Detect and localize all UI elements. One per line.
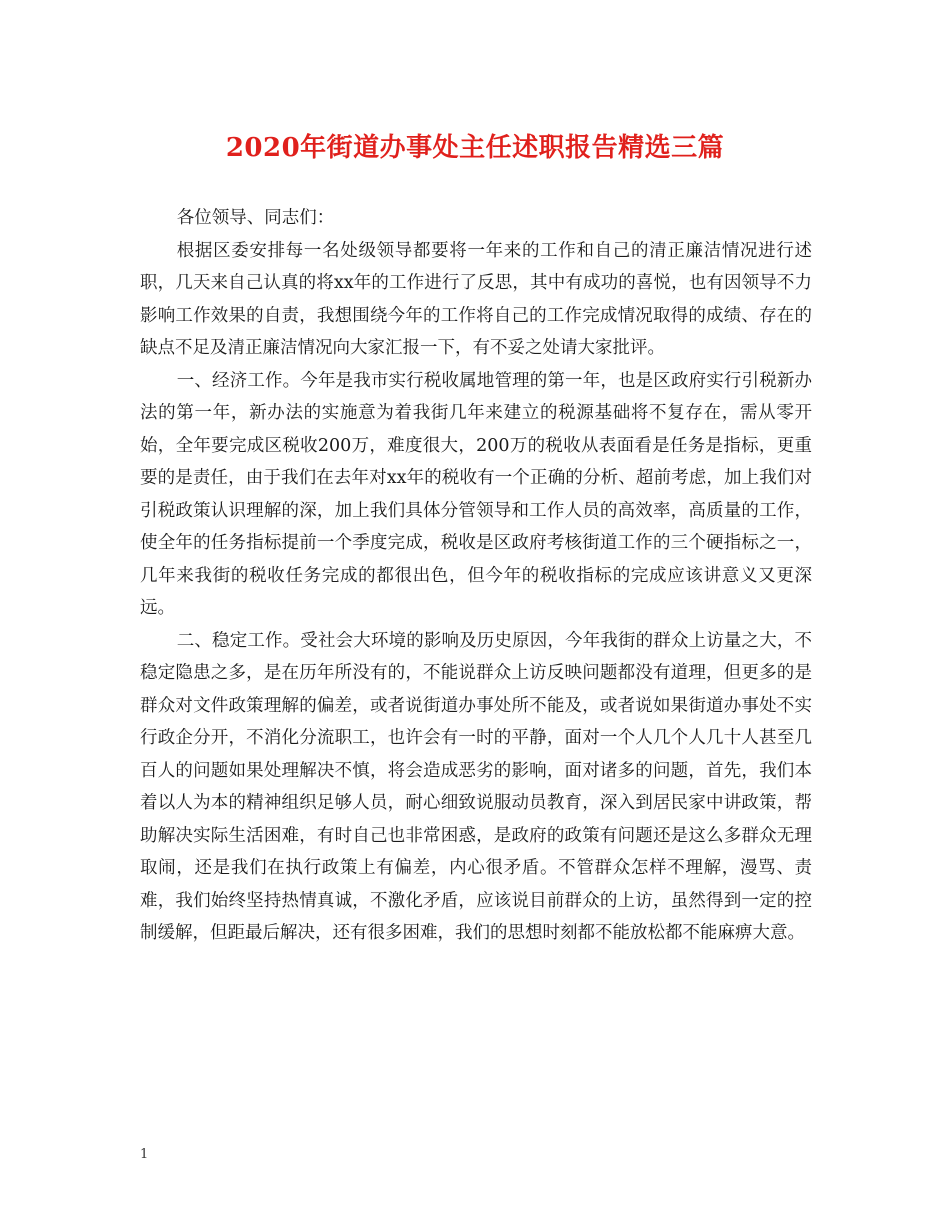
document-body [140,202,812,950]
paragraph-economic-work: 一、经济工作。今年是我市实行税收属地管理的第一年，也是区政府实行引税新办法的第一年，新办法的实施意为着我街几年来建立的税源基础将不复存在，需从零开始，全年要完成区税收200万，难度很大，200万的税收从表面看是任务是指标，更重要的是责任，由于我们在去年对xx年的税收有一个正确的分析、超前考虑，加上我们对引税政策认识理解的深，加上我们具体分管领导和工作人员的高效率，高质量的工作，使全年的任务指标提前一个季度完成，税收是区政府考核街道工作的三个硬指标之一，几年来我街的税收任务完成的都很出色，但今年的税收指标的完成应该讲意义又更深远。 [140,370,812,618]
paragraph-intro: 根据区委安排每一名处级领导都要将一年来的工作和自己的清正廉洁情况进行述职，几天来自己认真的将xx年的工作进行了反思，其中有成功的喜悦，也有因领导不力影响工作效果的自责，我想围绕今年的工作将自己的工作完成情况取得的成绩、存在的缺点不足及清正廉洁情况向大家汇报一下，有不妥之处请大家批评。 [140,240,812,358]
page-number: 1 [140,1147,149,1162]
document-title: 2020年街道办事处主任述职报告精选三篇 [225,133,725,163]
paragraph-stability-work: 二、稳定工作。受社会大环境的影响及历史原因，今年我街的群众上访量之大，不稳定隐患之多，是在历年所没有的，不能说群众上访反映问题都没有道理，但更多的是群众对文件政策理解的偏差，或者说街道办事处所不能及，或者说如果街道办事处不实行政企分开，不消化分流职工，也许会有一时的平静，面对一个人几个人几十人甚至几百人的问题如果处理解决不慎，将会造成恶劣的影响，面对诸多的问题，首先，我们本着以人为本的精神组织足够人员，耐心细致说服动员教育，深入到居民家中讲政策，帮助解决实际生活困难，有时自己也非常困惑，是政府的政策有问题还是这么多群众无理取闹，还是我们在执行政策上有偏差，内心很矛盾。不管群众怎样不理解，漫骂、责难，我们始终坚持热情真诚，不激化矛盾，应该说目前群众的上访，虽然得到一定的控制缓解，但距最后解决，还有很多困难，我们的思想时刻都不能放松都不能麻痹大意。 [140,630,812,943]
salutation: 各位领导、同志们： [176,208,335,228]
